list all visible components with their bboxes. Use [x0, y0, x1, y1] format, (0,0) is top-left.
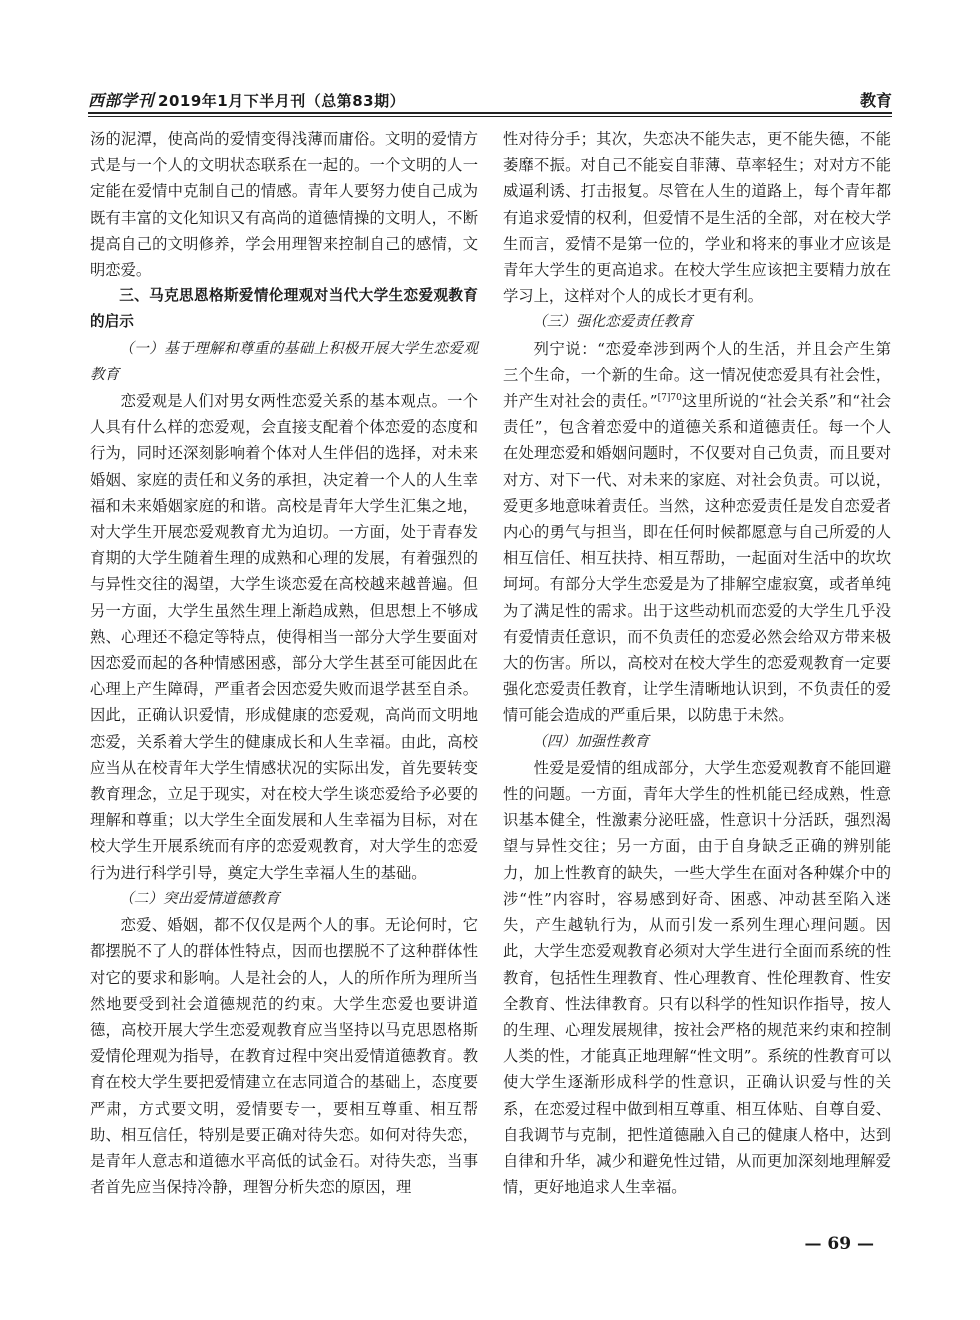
right-column: [503, 126, 891, 1200]
paragraph: 性对待分手；其次，失恋决不能失志，更不能失德，不能萎靡不振。对自己不能妄自菲薄、草率轻生；对对方不能威逼利诱、打击报复。尽管在人生的道路上，每个青年都有追求爱情的权利，但爱情不是生活的全部，对在校大学生而言，爱情不是第一位的，学业和将来的事业才应该是青年大学生的更高追求。在校大学生应该把主要精力放在学习上，这样对个人的成长才更有利。: [503, 130, 891, 306]
paragraph-text: 列宁说：“恋爱牵涉到两个人的生活，并且会产生第三个生命，一个新的生命。这一情况使恋爱具有社会性，并产生对社会的责任。”: [503, 339, 891, 411]
paragraph: 汤的泥潭，使高尚的爱情变得浅薄而庸俗。文明的爱情方式是与一个人的文明状态联系在一起的。一个文明的人一定能在爱情中克制自己的情感。青年人要努力使自己成为既有丰富的文化知识又有高尚的道德情操的文明人，不断提高自己的文明修养，学会用理智来控制自己的感情，文明恋爱。: [90, 130, 478, 280]
paragraph: 恋爱、婚姻，都不仅仅是两个人的事。无论何时，它都摆脱不了人的群体性特点，因而也摆脱不了这种群体性对它的要求和影响。人是社会的人，人的所作所为理所当然地要受到社会道德规范的约束。大学生恋爱也要讲道德，高校开展大学生恋爱观教育应当坚持以马克思恩格斯爱情伦理观为指导，在教育过程中突出爱情道德教育。教育在校大学生要把爱情建立在志同道合的基础上，态度要严肃，方式要文明，爱情要专一，要相互尊重、相互帮助、相互信任，特别是要正确对待失恋。如何对待失恋，是青年人意志和道德水平高低的试金石。对待失恋，当事者首先应当保持冷静，理智分析失恋的原因，理: [90, 916, 478, 1197]
subsection-heading: （一）基于理解和尊重的基础上积极开展大学生恋爱观教育: [90, 339, 478, 383]
section-heading: 三、马克思恩格斯爱情伦理观对当代大学生恋爱观教育的启示: [90, 287, 478, 331]
citation-mark: [7]70: [657, 392, 682, 403]
header-rule-thin: [88, 116, 892, 117]
issue-info: 2019年1月下半月刊（总第83期）: [158, 92, 406, 110]
journal-issue: [88, 88, 405, 111]
paragraph-text: 这里所说的“社会关系”和“社会责任”，包含着恋爱中的道德关系和道德责任。每一个人在处理恋爱和婚姻问题时，不仅要对自己负责，而且要对对方、对下一代、对未来的家庭、对社会负责。可以说，爱更多地意味着责任。当然，这种恋爱责任是发自恋爱者内心的勇气与担当，即在任何时候都愿意与自己所爱的人相互信任、相互扶持、相互帮助，一起面对生活中的坎坎坷坷。有部分大学生恋爱是为了排解空虚寂寞，或者单纯为了满足性的需求。出于这些动机而恋爱的大学生几乎没有爱情责任意识，而不负责任的恋爱必然会给双方带来极大的伤害。所以，高校对在校大学生的恋爱观教育一定要强化恋爱责任教育，让学生清晰地认识到，不负责任的爱情可能会造成的严重后果，以防患于未然。: [503, 392, 891, 725]
journal-name: 西部学刊: [88, 91, 155, 110]
paragraph-with-citation: [503, 336, 891, 729]
left-column: [90, 126, 478, 1200]
paragraph: 性爱是爱情的组成部分，大学生恋爱观教育不能回避性的问题。一方面，青年大学生的性机能已经成熟，性意识基本健全，性激素分泌旺盛，性意识十分活跃，强烈渴望与异性交往；另一方面，由于自身缺乏正确的辨别能力，加上性教育的缺失，一些大学生在面对各种媒介中的涉“性”内容时，容易感到好奇、困惑、冲动甚至陷入迷失，产生越轨行为，从而引发一系列生理心理问题。因此，大学生恋爱观教育必须对大学生进行全面而系统的性教育，包括性生理教育、性心理教育、性伦理教育、性安全教育、性法律教育。只有以科学的性知识作指导，按人的生理、心理发展规律，按社会严格的规范来约束和控制人类的性，才能真正地理解“性文明”。系统的性教育可以使大学生逐渐形成科学的性意识，正确认识爱与性的关系，在恋爱过程中做到相互尊重、相互体贴、自尊自爱、自我调节与克制，把性道德融入自己的健康人格中，达到自律和升华，减少和避免性过错，从而更加深刻地理解爱情，更好地追求人生幸福。: [503, 758, 891, 1197]
paragraph: 恋爱观是人们对男女两性恋爱关系的基本观点。一个人具有什么样的恋爱观，会直接支配着个体恋爱的态度和行为，同时还深刻影响着个体对人生伴侣的选择，对未来婚姻、家庭的责任和义务的承担，决定着一个人的人生幸福和未来婚姻家庭的和谐。高校是青年大学生汇集之地，对大学生开展恋爱观教育尤为迫切。一方面，处于青春发育期的大学生随着生理的成熟和心理的发展，有着强烈的与异性交往的渴望，大学生谈恋爱在高校越来越普遍。但另一方面，大学生虽然生理上渐趋成熟，但思想上不够成熟、心理还不稳定等特点，使得相当一部分大学生要面对因恋爱而起的各种情感困惑，部分大学生甚至可能因此在心理上产生障碍，严重者会因恋爱失败而退学甚至自杀。因此，正确认识爱情，形成健康的恋爱观，高尚而文明地恋爱，关系着大学生的健康成长和人生幸福。由此，高校应当从在校青年大学生情感状况的实际出发，首先要转变教育理念，立足于现实，对在校大学生谈恋爱给予必要的理解和尊重；以大学生全面发展和人生幸福为目标，对在校大学生开展系统而有序的恋爱观教育，对大学生的恋爱行为进行科学引导，奠定大学生幸福人生的基础。: [90, 392, 478, 882]
subsection-heading: （三）强化恋爱责任教育: [532, 313, 693, 331]
header-rule: [88, 112, 892, 114]
section-label: 教育: [859, 91, 892, 110]
subsection-heading: （二）突出爱情道德教育: [119, 889, 280, 907]
running-header: [88, 86, 892, 112]
page-number: — 69 —: [804, 1234, 874, 1254]
subsection-heading: （四）加强性教育: [532, 732, 649, 750]
